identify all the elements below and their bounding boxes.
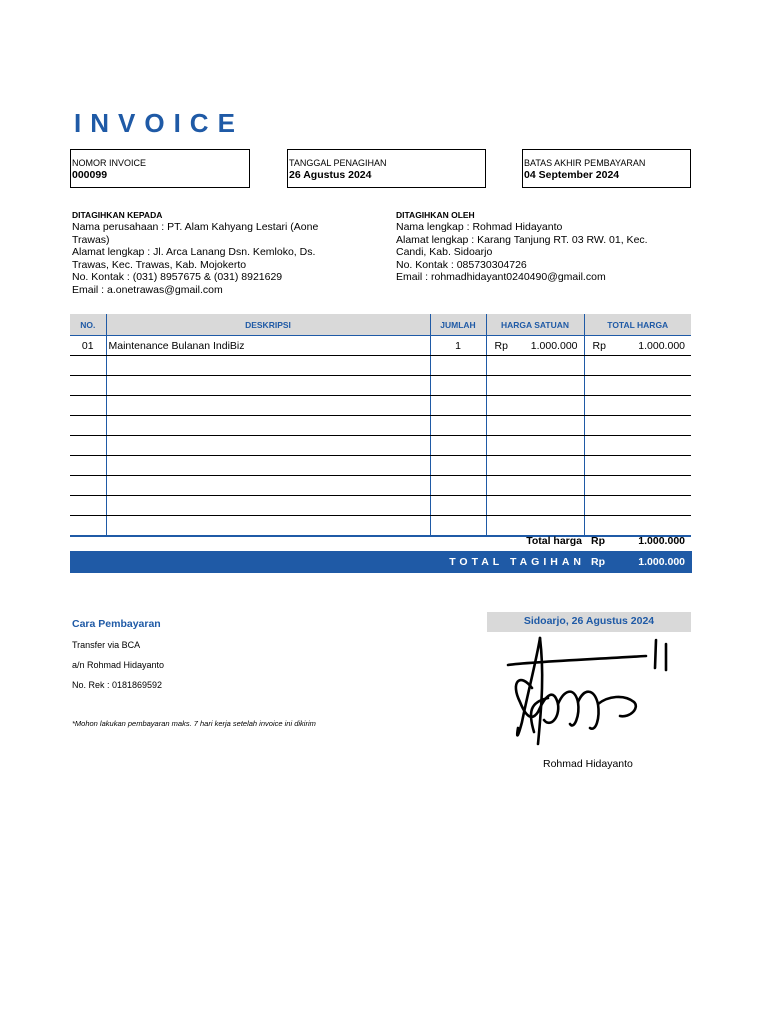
billed-to-heading: DITAGIHKAN KEPADA [72,210,163,220]
payment-note: *Mohon lakukan pembayaran maks. 7 hari kerja setelah invoice ini dikirim [72,719,316,728]
due-date-box [522,149,691,188]
bill-date-value: 26 Agustus 2024 [289,169,372,181]
subtotal-label: Total harga [526,535,582,547]
table-row [70,456,691,476]
signer-name: Rohmad Hidayanto [543,758,633,770]
header-unit-price: HARGA SATUAN [486,314,584,336]
table-row [70,336,691,356]
table-row [70,416,691,436]
items-table [70,314,691,537]
table-row [70,436,691,456]
header-no: NO. [70,314,106,336]
row-unit-price [486,336,584,356]
grand-total-bar [70,551,692,573]
header-quantity: JUMLAH [430,314,486,336]
invoice-number-label: NOMOR INVOICE [72,158,147,168]
grand-total-currency: Rp [591,556,605,568]
header-total-price: TOTAL HARGA [584,314,691,336]
billed-by [396,210,662,284]
table-row [70,476,691,496]
grand-total-value: 1.000.000 [638,556,685,568]
table-header-row [70,314,691,336]
invoice-number-value: 000099 [72,169,108,181]
invoice-number-box [70,149,250,188]
subtotal-value: 1.000.000 [638,535,685,547]
bill-date-box [287,149,486,188]
row-quantity: 1 [430,336,486,356]
billed-by-email: Email : rohmadhidayant0240490@gmail.com [396,271,606,283]
billed-to-contact: No. Kontak : (031) 8957675 & (031) 8921629 [72,271,283,283]
billed-by-name: Nama lengkap : Rohmad Hidayanto [396,221,563,233]
invoice-title: INVOICE [74,108,244,138]
unit-currency: Rp [494,339,508,352]
due-date-value: 04 September 2024 [524,169,620,181]
billed-to-company: Nama perusahaan : PT. Alam Kahyang Lestari (Aone Trawas) [72,221,319,246]
table-row [70,516,691,537]
table-row [70,496,691,516]
subtotal-currency: Rp [591,535,605,547]
row-no: 01 [70,336,106,356]
payment-heading: Cara Pembayaran [72,618,161,630]
due-date-label: BATAS AKHIR PEMBAYARAN [524,158,646,168]
billed-to-email: Email : a.onetrawas@gmail.com [72,283,223,296]
header-description: DESKRIPSI [106,314,430,336]
signature-image [498,632,678,750]
table-row [70,356,691,376]
payment-account-number: No. Rek : 0181869592 [72,680,163,690]
payment-method: Transfer via BCA [72,640,141,650]
total-currency: Rp [592,339,606,352]
billed-to-address: Alamat lengkap : Jl. Arca Lanang Dsn. Kemloko, Ds. Trawas, Kec. Trawas, Kab. Mojokerto [72,246,316,271]
billed-by-address: Alamat lengkap : Karang Tanjung RT. 03 RW. 01, Kec. Candi, Kab. Sidoarjo [396,233,648,258]
billed-by-contact: No. Kontak : 085730304726 [396,258,527,271]
row-description: Maintenance Bulanan IndiBiz [106,336,430,356]
total-value: 1.000.000 [638,339,685,352]
table-row [70,396,691,416]
row-total [584,336,691,356]
billed-by-heading: DITAGIHKAN OLEH [396,210,475,220]
table-row [70,376,691,396]
grand-total-label: TOTAL TAGIHAN [449,556,585,568]
unit-price-value: 1.000.000 [530,339,578,352]
payment-account-name: a/n Rohmad Hidayanto [72,660,165,670]
bill-date-label: TANGGAL PENAGIHAN [289,158,387,168]
signature-place-date: Sidoarjo, 26 Agustus 2024 [487,612,691,632]
billed-to [72,210,334,296]
